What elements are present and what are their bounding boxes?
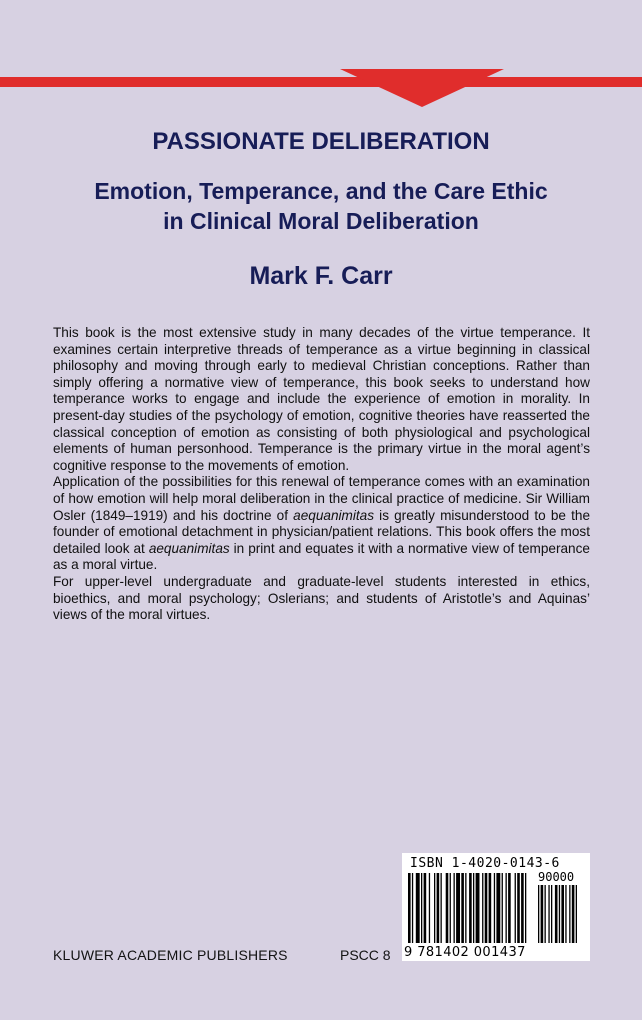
barcode-bar bbox=[421, 873, 422, 943]
barcode-bar bbox=[408, 873, 411, 943]
barcode-bar bbox=[441, 873, 442, 943]
barcode-bar bbox=[482, 873, 483, 943]
barcode-addon-bar bbox=[541, 885, 544, 943]
barcode-addon-bar bbox=[538, 885, 539, 943]
barcode-addon-bar bbox=[565, 885, 566, 943]
barcode-bar bbox=[476, 873, 480, 943]
paragraph-2-text-a: Application of the possibilities for this renewal of temperance comes with an examination of how emotion will help moral deliberation in the clinical practice of medicine. Sir William Osler (1849–1919) and his doctrine of bbox=[53, 474, 590, 523]
barcode-bar bbox=[412, 873, 413, 943]
barcode-bar bbox=[517, 873, 520, 943]
barcode-bar bbox=[461, 873, 464, 943]
red-arrow-shape bbox=[340, 69, 504, 107]
barcode-addon-bar bbox=[548, 885, 549, 943]
paragraph-2-text-c: in print and equates it with a normative view of temperance as a moral virtue. bbox=[53, 540, 590, 573]
barcode-bar bbox=[469, 873, 472, 943]
barcode-bar bbox=[446, 873, 449, 943]
isbn-label: ISBN 1-4020-0143-6 bbox=[410, 856, 560, 871]
barcode-addon-bar bbox=[572, 885, 575, 943]
term-aequanimitas-1: aequanimitas bbox=[293, 507, 375, 523]
book-subtitle bbox=[0, 176, 642, 236]
term-aequanimitas-2: aequanimitas bbox=[148, 540, 230, 556]
barcode-addon-bar bbox=[555, 885, 558, 943]
barcode-bar bbox=[508, 873, 511, 943]
barcode-addon-bar bbox=[569, 885, 570, 943]
barcode-bar bbox=[515, 873, 516, 943]
subtitle-line-1: Emotion, Temperance, and the Care Ethic bbox=[94, 178, 548, 204]
barcode-bar bbox=[416, 873, 420, 943]
description-paragraph-3: For upper-level undergraduate and graduate-level students interested in ethics, bioethics, and moral psychology; Oslerians; and students of Aristotle’s and Aquinas’ views of the moral virtues. bbox=[53, 573, 590, 623]
barcode-bar bbox=[502, 873, 503, 943]
barcode-bar bbox=[456, 873, 460, 943]
barcode-bar bbox=[429, 873, 430, 943]
description-paragraph-1: This book is the most extensive study in many decades of the virtue temperance. It examines certain interpretive threads of temperance as a virtue beginning in classical philosophy and moving through early to medieval Christian conceptions. Rather than simply offering a normative view of temperance, this book seeks to understand how temperance works to engage and include the experience of emotion in morality. In present-day studies of the psychology of emotion, cognitive theories have reasserted the classical conception of emotion as consisting of both physiological and psychological elements of human personhood. Temperance is the primary virtue in the moral agent’s cognitive response to the movements of emotion. bbox=[53, 325, 590, 473]
barcode-bar bbox=[437, 873, 440, 943]
barcode-bar bbox=[496, 873, 500, 943]
barcode-ean-digits: 9 781402 001437 bbox=[404, 945, 526, 960]
series-code: PSCC 8 bbox=[340, 947, 391, 963]
book-author: Mark F. Carr bbox=[249, 262, 393, 290]
barcode-addon-bar bbox=[545, 885, 546, 943]
subtitle-line-2: in Clinical Moral Deliberation bbox=[163, 208, 479, 234]
barcode-bar bbox=[489, 873, 492, 943]
barcode-bar bbox=[485, 873, 488, 943]
isbn-barcode bbox=[402, 853, 590, 961]
paragraph-2-text-b: is greatly misunderstood to be the founder of emotional detachment in physician/patient relations. This book offers the most detailed look at bbox=[53, 507, 590, 556]
barcode-bar bbox=[454, 873, 455, 943]
barcode-bar bbox=[434, 873, 435, 943]
description-paragraph-2 bbox=[53, 474, 590, 574]
publisher-name: KLUWER ACADEMIC PUBLISHERS bbox=[53, 947, 288, 963]
barcode-bar bbox=[494, 873, 495, 943]
barcode-bar bbox=[473, 873, 474, 943]
barcode-bar bbox=[450, 873, 451, 943]
barcode-bar bbox=[424, 873, 427, 943]
book-description bbox=[53, 325, 590, 624]
barcode-addon-bar bbox=[551, 885, 552, 943]
barcode-addon-bar bbox=[561, 885, 564, 943]
barcode-bar bbox=[521, 873, 524, 943]
red-stripe bbox=[0, 77, 642, 87]
barcode-bar bbox=[525, 873, 526, 943]
barcode-addon-bar bbox=[576, 885, 577, 943]
book-title: PASSIONATE DELIBERATION bbox=[152, 128, 490, 155]
barcode-addon-bar bbox=[559, 885, 560, 943]
barcode-bar bbox=[506, 873, 507, 943]
barcode-addon-digits: 90000 bbox=[538, 870, 575, 884]
barcode-bar bbox=[465, 873, 466, 943]
